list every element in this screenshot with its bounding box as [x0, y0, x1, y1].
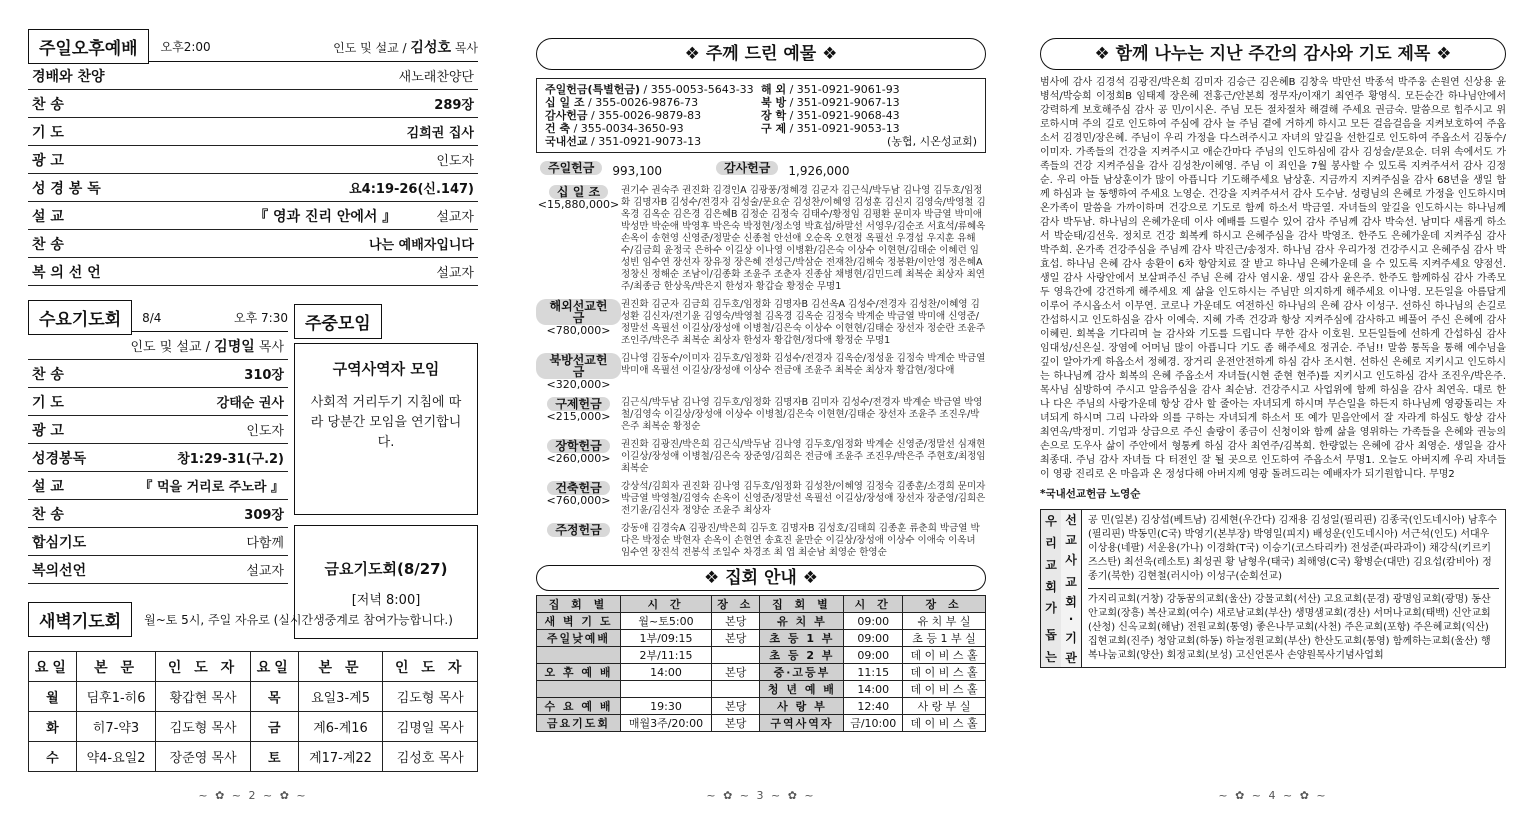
side-char: 가: [1045, 601, 1057, 616]
meeting-cell: 데 이 비 스 홀: [903, 715, 986, 732]
dawn-cell: 김성호 목사: [383, 742, 478, 772]
account-label: 해 외: [761, 83, 787, 96]
dawn-header-cell: 인 도 자: [156, 652, 251, 682]
offering-group: [536, 353, 986, 391]
dawn-prayer: [28, 602, 478, 772]
offering-amount: <320,000>: [546, 378, 611, 391]
support-box: [1040, 509, 1506, 668]
account-number: 355-0034-3650-93: [580, 122, 684, 135]
notice-title: 구역사역자 모임: [332, 360, 440, 378]
account-label: 국내선교: [545, 135, 588, 148]
dawn-row: [29, 712, 478, 742]
dawn-row: [29, 742, 478, 772]
account-item: 북 방 / 351-0921-9067-13: [761, 96, 900, 109]
dawn-header-cell: 요일: [29, 652, 77, 682]
order-label: 기 도: [32, 124, 64, 141]
offering-label: 건축헌금: [547, 481, 609, 495]
order-value: 강태순 권사: [216, 396, 284, 411]
offering-label-box: [536, 185, 621, 293]
order-row: [28, 556, 288, 584]
dawn-cell: 장준영 목사: [156, 742, 251, 772]
page-number: ~ ✿ ~ 2 ~ ✿ ~: [198, 789, 308, 802]
meeting-cell: 본당: [712, 664, 760, 681]
meeting-row: [537, 630, 986, 647]
meeting-cell: 14:00: [620, 664, 711, 681]
offering-group: [536, 185, 986, 293]
offering-names: 강동애 김경숙A 김광진/박은희 김두호 김명자B 김성호/김태희 김종훈 류춘희 박금열 박다은 박정순 박현자 손옥이 손현연 송효진 윤만순 이길상/장성애 이상수 이애숙 이옥녀 임수연 장진석 전봉석 조일수 차경조 최 엽 최순남 최영순 한영순: [621, 523, 980, 558]
sunday-header: [28, 32, 478, 62]
page-3: [536, 0, 986, 832]
meeting-cell: [537, 681, 621, 698]
sunday-time: 오후2:00: [160, 40, 211, 54]
meeting-row: [537, 664, 986, 681]
meeting-cell: 사 랑 부: [760, 698, 844, 715]
meeting-cell: 데 이 비 스 홀: [903, 664, 986, 681]
order-row: [28, 528, 288, 556]
sunday-title: 주일오후예배: [28, 29, 149, 64]
account-item: 해 외 / 351-0921-9061-93: [761, 83, 900, 96]
meeting-header-cell: 집 회 별: [760, 596, 844, 613]
offering-group: [536, 299, 986, 347]
meeting-cell: 본당: [712, 630, 760, 647]
meeting-table: [536, 595, 986, 732]
order-label: 설 교: [32, 478, 64, 495]
offering-group: [536, 439, 986, 475]
meeting-row: [537, 647, 986, 664]
order-label: 광 고: [32, 422, 64, 439]
dawn-cell: 월: [29, 682, 77, 712]
order-label: 기 도: [32, 394, 64, 411]
dawn-row: [29, 682, 478, 712]
account-number: 351-0921-9073-13: [598, 135, 702, 148]
account-number: 355-0053-5643-33: [650, 83, 754, 96]
offering-label: 십 일 조: [549, 185, 608, 199]
offering-amount: <215,000>: [546, 410, 611, 423]
meeting-cell: 19:30: [620, 698, 711, 715]
page-number: ~ ✿ ~ 3 ~ ✿ ~: [706, 789, 816, 802]
account-item: 감사헌금 / 355-0026-9879-83: [545, 109, 702, 122]
friday-time: [저녁 8:00]: [351, 593, 421, 608]
notice-body: 사회적 거리두기 지침에 따라 당분간 모임을 연기합니다.: [310, 395, 462, 450]
offering-label-box: [536, 439, 621, 475]
side-char: 회: [1065, 594, 1077, 609]
order-row: [28, 174, 478, 202]
wed-date: 8/4: [142, 310, 162, 325]
offering-names: 강상석/김희자 권진화 김나영 김두호/임정화 김성찬/이혜영 김정숙 김종훈/소경희 문미자 박금열 박영철/김영숙 손옥이 신영준/정말선 옥필선 이길상/장성애 장선자 장준영/김희은 전기윤/김신자 정양순 조윤주 최상자: [621, 481, 986, 516]
offering-group: [536, 523, 986, 559]
account-label: 십 일 조: [545, 96, 585, 109]
order-value: 309장: [244, 508, 284, 523]
side-char: 선: [1065, 513, 1077, 528]
notice-box: [294, 343, 478, 515]
meeting-header-cell: 시 간: [620, 596, 711, 613]
meeting-cell: 구역사역자: [760, 715, 844, 732]
side-char: 교: [1045, 557, 1057, 572]
dawn-cell: 김도형 목사: [156, 712, 251, 742]
account-number: (농협, 시온성교회): [887, 135, 977, 148]
offering-label-box: [536, 523, 621, 559]
offering-title: ❖ 주께 드린 예물 ❖: [536, 38, 986, 70]
order-value: 『 먹을 거리로 주노라 』: [139, 480, 284, 495]
meeting-cell: 유 치 부: [760, 613, 844, 630]
account-item: 구 제 / 351-0921-9053-13: [761, 122, 900, 135]
order-label: 복의선언: [32, 562, 87, 579]
offering-names: 권기수 권숙주 권진화 김경인A 김광풍/정혜경 김군자 김근식/박두남 김나영 김두호/임정화 김명자B 김성수/전경자 김성술/문요순 김성찬/이혜영 김성훈 김신지 김영숙/박영철 김옥경 김옥순 김은경 김은혜B 김정순 김정숙 김태수/황정임 김평환 문미자 박금열 박미애 박성만 박순애 박영후 박은숙 박정현/정소영 박효섭/하말선 서영우/김순조 서효석/류혜옥 손옥이 송현영 신영준/정말순 신종철 안선애 오순옥 오현정 옥필선 우경섭 우지훈 유해수/김금희 윤정국 은하수 이길상 이나영 이병환/김은숙 이상수 이현현/김태순 이혜런 임성빈 임수연 장선자 장유정 장은혜 전성근/박삼순 전재찬/김해숙 정봉환/이안영 정은혜A 정창신 정해순 조남이/김종화 조윤주 조춘자 진종삼 채병현/김민드레 최복순 최상자 최연주/최종금 한상욱/박은지 한성자 황갑슬 황정순 무명1: [621, 185, 986, 292]
thanks-offering-amount: 1,926,000: [788, 164, 850, 178]
dawn-cell: 황갑현 목사: [156, 682, 251, 712]
meeting-cell: 초 등 2 부: [760, 647, 844, 664]
dawn-header-cell: 본 문: [76, 652, 155, 682]
meeting-cell: [620, 681, 711, 698]
order-row: [28, 230, 478, 258]
offering-label: 북방선교헌금: [536, 353, 621, 379]
meeting-cell: 초 등 1 부: [760, 630, 844, 647]
account-item: 주일헌금(특별헌금) / 355-0053-5643-33: [545, 83, 754, 96]
sunday-preacher: 인도 및 설교 / 김성호 목사: [333, 39, 478, 56]
meeting-cell: [712, 647, 760, 664]
dawn-desc: 월~토 5시, 주일 자유로 (실시간생중계로 참여가능합니다.): [144, 613, 453, 627]
meeting-row: [537, 715, 986, 732]
dawn-title: 새벽기도회: [28, 602, 132, 637]
order-label: 찬 송: [32, 236, 64, 253]
offering-label-box: [536, 481, 621, 517]
sunday-offering-amount: 993,100: [612, 164, 662, 178]
side-char: ·: [1068, 612, 1074, 627]
meeting-cell: 본당: [712, 715, 760, 732]
wednesday-prayer: [28, 304, 288, 584]
meeting-cell: 수 요 예 배: [537, 698, 621, 715]
order-label: 성경봉독: [32, 450, 87, 467]
dawn-cell: 요일3-계5: [298, 682, 383, 712]
meeting-cell: 2부/11:15: [620, 647, 711, 664]
page-number: ~ ✿ ~ 4 ~ ✿ ~: [1218, 789, 1328, 802]
side-char: 우: [1045, 514, 1057, 529]
dawn-cell: 계17-계22: [298, 742, 383, 772]
offering-label: 해외선교헌금: [536, 299, 621, 325]
side-char: 사: [1065, 552, 1077, 567]
dawn-cell: 약4-요일2: [76, 742, 155, 772]
account-number: 355-0026-9879-83: [598, 109, 702, 122]
order-label: 찬 송: [32, 366, 64, 383]
order-value: 인도자: [436, 154, 474, 169]
account-number: 351-0921-9061-93: [796, 83, 900, 96]
side-char: 는: [1045, 649, 1057, 664]
offering-names: 김근식/박두남 김나영 김두호/임정화 김명자B 김미자 김성수/전경자 박계순 박금열 박영철/김영숙 이길상/장성애 이상수 이병철/김은숙 이현현/김태순 장선자 조윤주 조진우/박은주 최복순 황정순: [621, 397, 983, 432]
order-label: 찬 송: [32, 506, 64, 523]
meeting-cell: 주일낮예배: [537, 630, 621, 647]
order-row: [28, 258, 478, 286]
order-value: 310장: [244, 368, 284, 383]
order-label: 설 교: [32, 208, 64, 225]
meeting-cell: [712, 681, 760, 698]
account-label: 북 방: [761, 96, 787, 109]
account-number: 351-0921-9053-13: [796, 122, 900, 135]
account-item: 장 학 / 351-0921-9068-43: [761, 109, 900, 122]
sunday-afternoon-worship: [28, 32, 478, 286]
account-label: 장 학: [761, 109, 787, 122]
order-value: 설교자: [246, 564, 284, 579]
offering-label-box: [536, 353, 621, 391]
offering-label-box: [536, 299, 621, 347]
meeting-row: [537, 613, 986, 630]
meeting-cell: 중·고등부: [760, 664, 844, 681]
account-list: [536, 78, 986, 153]
order-row: [28, 202, 478, 230]
account-number: 355-0026-9876-73: [595, 96, 699, 109]
support-side-label-2: [1061, 510, 1081, 667]
meeting-cell: 초 등 1 부 실: [903, 630, 986, 647]
offering-list: [536, 185, 986, 559]
dawn-cell: 화: [29, 712, 77, 742]
offering-label-box: [536, 397, 621, 433]
order-value: 새노래찬양단: [398, 70, 474, 85]
sunday-order-list: [28, 62, 478, 286]
order-row: [28, 444, 288, 472]
offering-names: 김나영 김동수/이미자 김두호/임정화 김성수/전경자 김옥순/정성윤 김정숙 박계순 박금열 박미애 옥필선 이길상/장성애 이상수 전금애 조윤주 최복순 최상자 황갑현/정다애: [621, 353, 986, 376]
meeting-cell: 09:00: [844, 613, 903, 630]
dawn-cell: 토: [250, 742, 298, 772]
order-label: 성 경 봉 독: [32, 180, 101, 197]
wed-header: [28, 304, 288, 332]
order-value: 289장: [434, 98, 474, 113]
meeting-cell: [537, 647, 621, 664]
offering-group: [536, 397, 986, 433]
meeting-cell: 12:40: [844, 698, 903, 715]
thanks-offering-label: 감사헌금: [716, 161, 778, 175]
midweek-meetings: [294, 304, 478, 639]
dawn-cell: 딤후1-히6: [76, 682, 155, 712]
dawn-cell: 히7-약3: [76, 712, 155, 742]
account-number: 351-0921-9067-13: [796, 96, 900, 109]
offering-amount: <760,000>: [546, 494, 611, 507]
dawn-cell: 계6-계16: [298, 712, 383, 742]
offering-group: [536, 481, 986, 517]
order-value: 요4:19-26(신.147): [349, 182, 474, 197]
order-row: [28, 416, 288, 444]
midweek-title: 주중모임: [294, 304, 382, 339]
offering-names: 권진화 김광진/박은희 김근식/박두남 김나영 김두호/임정화 박계순 신영준/정말선 심재현 이길상/장성애 이병철/김은숙 장준영/김희은 전금애 조윤주 조진우/박은주 주현호/최정임 최복순: [621, 439, 986, 474]
side-char: 기: [1065, 630, 1077, 645]
order-label: 복 의 선 언: [32, 264, 101, 281]
order-value: 다함께: [246, 536, 284, 551]
missionaries: 공 민(일본) 김상섭(베트남) 김세현(우간다) 김재용 김성일(필리핀) 김종국(인도네시아) 남후수(필리핀) 박동민(C국) 박영기(본부장) 박영일(피지) 배성운(인도네시아) 서근석(인도) 서대우 이상용(네팔) 서운용(가나) 이경화(T국) 이승기(코스타리카) 전성준(파라과이) 채강식(키르키즈스탄) 최선욱(레소토) 최성권 황 남형우(태국) 최해영(C국) 황병순(대만) 김요섭(캄비아) 정종기(북한) 김현철(러시아) 이성구(순회선교): [1088, 514, 1499, 589]
order-label: 합심기도: [32, 534, 87, 551]
friday-title: 금요기도회(8/27): [324, 560, 448, 578]
dawn-cell: 김명일 목사: [383, 712, 478, 742]
meeting-cell: 09:00: [844, 647, 903, 664]
account-number: 351-0921-9068-43: [796, 109, 900, 122]
meeting-cell: 오 후 예 배: [537, 664, 621, 681]
order-value: 설교자: [436, 266, 474, 281]
page-2: [28, 0, 478, 832]
dawn-header-cell: 본 문: [298, 652, 383, 682]
order-value: 설교자: [436, 209, 474, 225]
offering-label: 장학헌금: [547, 439, 609, 453]
meeting-header-cell: 장 소: [712, 596, 760, 613]
meeting-cell: 본당: [712, 698, 760, 715]
support-side-label-1: [1041, 510, 1061, 667]
meeting-cell: 본당: [712, 613, 760, 630]
order-row: [28, 360, 288, 388]
meeting-cell: 09:00: [844, 630, 903, 647]
meeting-title: ❖ 집회 안내 ❖: [536, 565, 986, 591]
support-side: [1041, 510, 1082, 667]
order-row: [28, 62, 478, 90]
account-label: 감사헌금: [545, 109, 588, 122]
order-row: [28, 146, 478, 174]
offering-amount: <15,880,000>: [537, 198, 620, 211]
meeting-cell: 새 벽 기 도: [537, 613, 621, 630]
order-row: [28, 500, 288, 528]
account-label: 주일헌금(특별헌금): [545, 83, 641, 96]
prayer-title: ❖ 함께 나누는 지난 주간의 감사와 기도 제목 ❖: [1040, 38, 1506, 70]
side-char: 관: [1065, 650, 1077, 665]
side-char: 교: [1065, 532, 1077, 547]
page-4: [1040, 0, 1506, 832]
offering-amount: <260,000>: [546, 452, 611, 465]
order-row: [28, 472, 288, 500]
meeting-header-cell: 시 간: [844, 596, 903, 613]
wed-title: 수요기도회: [28, 300, 132, 335]
order-value-group: [254, 206, 474, 226]
dawn-table: [28, 651, 478, 772]
offering-label: 구제헌금: [547, 397, 609, 411]
meeting-row: [537, 698, 986, 715]
meeting-cell: 유 치 부 실: [903, 613, 986, 630]
meeting-cell: 월~토5:00: [620, 613, 711, 630]
meeting-cell: 데 이 비 스 홀: [903, 681, 986, 698]
meeting-cell: 청 년 예 배: [760, 681, 844, 698]
meeting-cell: 금/10:00: [844, 715, 903, 732]
prayer-text: 범사에 감사 김경석 김광진/박은희 김미자 김승근 김은혜B 김창욱 박만선 박종석 박주웅 손원연 신상용 윤병석/박승희 이정희B 임태제 장은혜 전홍근/안본희 정무자/이재기 최연주 황영식. 모든순간 하나님안에서 강력하게 보호해주심 감사 공 민/이시온. 주님 모든 절차절차 해결해 주세요 권금숙. 말씀으로 힘주시고 위로하시며 주의 길로 인도하여 주심에 감사 늘 주님 곁에 거하게 하시고 모든 걸음걸음을 지켜보호하여 주옵소서 김경민/장은혜. 주님이 우리 가정을 다스려주시고 자녀의 앞길을 선한길로 인도하여 주옵소서 김동수/이미자. 가족들의 건강을 지켜주시고 애순간마다 주님의 인도하심에 감사 김성술/문요순. 더위 속에서도 가족들의 건강 지켜주심을 감사 김성찬/이혜영. 주님 이 죄인을 7월 봉사할 수 있도록 지켜주셔서 감사 김정순. 우리 아들 남상훈이가 많이 아픕니다 기도해주세요 남상훈. 지금까지 지켜주심을 감사 68년을 생일 함께 하심과 늘 동행하여 주세요 노영순. 건강을 지켜주셔서 감사 도수남. 성령님의 은혜로 가정을 인도하시며 온가족이 말씀을 가까이하며 건강으로 기도로 함께 하소서 박금열. 자녀들의 앞길을 인도하시는 하나님께 감사 박두남. 하나님의 은혜가운데 이사 예배를 드릴수 있어 감사 주님께 감사 박숙선. 남미다 새롭게 하소서 박순태/김선욱. 정치로 건강 회복케 하시고 은혜주심을 감사 박영조. 한주도 은혜가운데 지켜주심 감사 박주희. 온가족 건강주심을 주님께 감사 박진근/송정자. 하나님 감사 우리가정 건강주시고 은혜주심 감사 박효섭. 하나님 은혜 감사 송환이 6차 항암치료 잘 받고 하나님 은혜가운데 을 수 있도록 지켜주세요 양점선. 생일 감사 사랑안에서 보살펴주신 주님 은혜 감사 염시윤. 생일 감사 윤은주. 한주도 함께하심 감사 가족모두 영육간에 강건하게 해주세요 제 삶을 인도하시는 주님만 의지하게 해주세요 이나영. 모든일을 아름답게 이루어 주시옵소서 이무연. 코로나 가운데도 여전하신 하나님의 은혜 감사 이성구. 선하신 하나님의 손길로 간섭하시고 인도하심을 감사 이예숙. 지혜 가족 건강과 항상 지켜주심에 감사하고 베풀어 주신 은혜에 감사 이혜린. 회복을 기다리며 늘 감사와 기도를 드립니다 무한 감사 이호원. 모든일들에 선하게 간섭하심 감사 임대성/신은실. 장염에 어머님 많이 아픕니다 기도 좀 해주세요 정귀순. 주님!! 말씀 통독을 통해 예수님을 깊이 알아가게 하옵소서 정혜경. 장거리 운전안전하게 하심 감사 조시현. 선하신 은혜로 지키시고 인도하시는 하나님께 감사 회복의 은혜 주옵소서 자녀들(시현 준현 현주)를 지키시고 인도하심 감사 조진우/박은주. 목사님 심방하여 주시고 알음주심을 감사 최순남. 건강주시고 사업위에 함께 하심을 감사 최연옥. 대로 한 나 다은 주님의 사랑가운데 항상 감사 할 줄아는 자녀되게 하시며 무슨일을 하든지 하나님께 영광돌리는 자녀되게 하시며 그리 나라와 의를 구하는 자녀되게 하소서 또 예가 믿음안에서 잘 자라게 하심도 항상 감사 최연옥/박정미. 기업과 상급으로 주신 솔랑이 종금이 신청이와 함께 삶을 영위하는 가족들을 은혜와 권능의 손으로 도우사 삶이 주안에서 형통케 하심 감사 최연주/김복희. 한량없는 은혜에 감사 최영순. 생일을 감사 최종대. 주님 감사 자녀들 다 터전인 잘 될 곳으로 인도하여 주옵소서 무명1. 오늘도 아버지께 우리 자녀들이 영광 진리로 온 마음과 온 정성다해 아버지께 영광 돌려드리는 예배자가 되기원합니다. 무명2: [1040, 77, 1506, 480]
side-char: 회: [1045, 579, 1057, 594]
dawn-header-cell: 인 도 자: [383, 652, 478, 682]
offering-names: 권진화 김군자 김금희 김두호/임정화 김명자B 김선옥A 김성수/전경자 김성찬/이혜영 김성환 김신자/전기윤 김영숙/박영철 김옥경 김옥순 김정숙 박계순 박금열 박미애 신영준/정말선 옥필선 이길상/장성애 이병철/김은숙 이상수 이현현/김태순 장선자 정순란 조윤주 조인주/박은주 최복순 최상자 한성자 황갑현/정다애 황정순 무명1: [621, 299, 986, 346]
offering-summary: [540, 161, 986, 181]
meeting-cell: 매월3주/20:00: [620, 715, 711, 732]
meeting-row: [537, 681, 986, 698]
offering-label: 주정헌금: [547, 523, 609, 537]
meeting-cell: 금요기도회: [537, 715, 621, 732]
dawn-cell: 김도형 목사: [383, 682, 478, 712]
meeting-header-cell: 장 소: [903, 596, 986, 613]
sermon-title: 『 영과 진리 안에서 』: [254, 208, 397, 225]
meeting-cell: 1부/09:15: [620, 630, 711, 647]
order-label: 광 고: [32, 152, 64, 169]
meeting-cell: 14:00: [844, 681, 903, 698]
account-label: 구 제: [761, 122, 787, 135]
account-item: 십 일 조 / 355-0026-9876-73: [545, 96, 699, 109]
domestic-note: *국내선교헌금 노영순: [1040, 488, 1141, 500]
meeting-cell: 11:15: [844, 664, 903, 681]
order-value: 인도자: [246, 424, 284, 439]
dawn-cell: 금: [250, 712, 298, 742]
offering-amount: <780,000>: [546, 324, 611, 337]
account-label: 건 축: [545, 122, 571, 135]
wed-time: 오후 7:30: [234, 311, 288, 325]
dawn-cell: 수: [29, 742, 77, 772]
wed-preacher: 인도 및 설교 / 김명일 목사: [28, 332, 288, 360]
dawn-table-header: [29, 652, 478, 682]
supported-churches: 가지리교회(거창) 강동꿈의교회(울산) 강물교회(서산) 고요교회(문경) 광명임교회(광명) 동산안교회(장흥) 복산교회(여수) 새로남교회(부산) 생명샘교회(경산) 서머나교회(태백) 신안교회(산청) 신옥교회(해남) 전원교회(통영) 좋은나무교회(사천) 주은교회(포항) 주은혜교회(익산) 집현교회(진주) 청암교회(하동) 하늘정원교회(부산) 한산도교회(통영) 함께하는교회(울산) 행복나눔교회(양산) 회정교회(보성) 고신언론사 손양원목사기념사업회: [1088, 594, 1491, 661]
order-row: [28, 388, 288, 416]
dawn-header-cell: 요일: [250, 652, 298, 682]
dawn-cell: 목: [250, 682, 298, 712]
order-row: [28, 118, 478, 146]
order-value: 나는 예배자입니다: [369, 238, 474, 253]
order-value: 창1:29-31(구.2): [177, 452, 284, 467]
account-item: 국내선교 / 351-0921-9073-13: [545, 135, 702, 148]
order-label: 경배와 찬양: [32, 68, 105, 85]
order-value: 김희권 집사: [406, 126, 474, 141]
meeting-cell: 사 랑 부 실: [903, 698, 986, 715]
side-char: 돕: [1045, 627, 1057, 642]
order-row: [28, 90, 478, 118]
account-item: [761, 135, 977, 148]
order-label: 찬 송: [32, 96, 64, 113]
meeting-header-cell: 집 회 별: [537, 596, 621, 613]
side-char: 교: [1065, 574, 1077, 589]
wed-order-list: [28, 360, 288, 584]
account-item: 건 축 / 355-0034-3650-93: [545, 122, 684, 135]
sunday-offering-label: 주일헌금: [540, 161, 602, 175]
side-char: 리: [1045, 536, 1057, 551]
meeting-cell: 데 이 비 스 홀: [903, 647, 986, 664]
